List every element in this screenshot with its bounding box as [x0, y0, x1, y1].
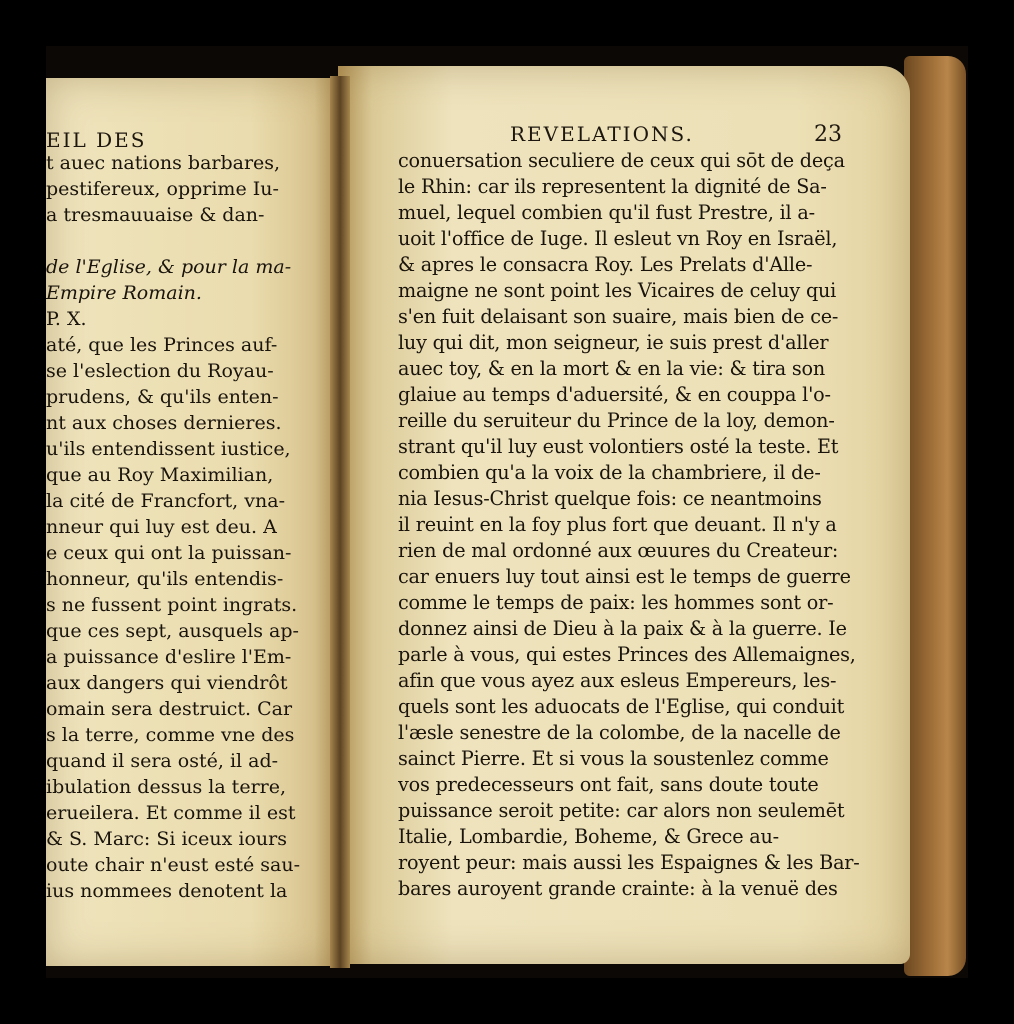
text-line: car enuers luy tout ainsi est le temps de guerre [398, 565, 851, 588]
left-page-text [46, 150, 332, 904]
text-line: quand il sera osté, il ad- [46, 750, 279, 772]
book-cover-edge [904, 56, 966, 976]
text-line: maigne ne sont point les Vicaires de celuy qui [398, 279, 837, 302]
text-line: ibulation dessus la terre, [46, 776, 287, 798]
text-line: afin que vous ayez aux esleus Empereurs, les- [398, 669, 837, 692]
text-line: sainct Pierre. Et si vous la soustenlez comme [398, 747, 829, 770]
text-line: royent peur: mais aussi les Espaignes & les Bar- [398, 851, 860, 874]
text-line [46, 228, 332, 254]
text-line: parle à vous, qui estes Princes des Allemaignes, [398, 643, 856, 666]
book-gutter [330, 76, 350, 968]
text-line: auec toy, & en la mort & en la vie: & tira son [398, 357, 825, 380]
text-line: de l'Eglise, & pour la ma- [46, 256, 292, 278]
text-line: reille du seruiteur du Prince de la loy, demon- [398, 409, 835, 432]
text-line: t auec nations barbares, [46, 152, 281, 174]
text-line: a puissance d'eslire l'Em- [46, 646, 292, 668]
text-line: glaiue au temps d'aduersité, & en couppa l'o- [398, 383, 831, 406]
text-line: quels sont les aduocats de l'Eglise, qui conduit [398, 695, 845, 718]
text-line: bares auroyent grande crainte: à la venuë des [398, 877, 838, 900]
text-line: aux dangers qui viendrôt [46, 672, 288, 694]
book-photo [46, 46, 968, 978]
text-line: nia Iesus-Christ quelque fois: ce neantmoins [398, 487, 822, 510]
text-line: la cité de Francfort, vna- [46, 490, 285, 512]
text-line: muel, lequel combien qu'il fust Prestre, il a- [398, 201, 815, 224]
text-line: oute chair n'eust esté sau- [46, 854, 301, 876]
text-line: & S. Marc: Si iceux iours [46, 828, 287, 850]
text-line: e ceux qui ont la puissan- [46, 542, 292, 564]
text-line: pestifereux, opprime Iu- [46, 178, 279, 200]
right-page-text [398, 148, 896, 902]
text-line: s'en fuit delaisant son suaire, mais bien de ce- [398, 305, 839, 328]
text-line: Empire Romain. [46, 282, 202, 304]
text-line: comme le temps de paix: les hommes sont or- [398, 591, 834, 614]
page-number: 23 [814, 122, 842, 147]
text-line: l'æsle senestre de la colombe, de la nacelle de [398, 721, 841, 744]
text-line: conuersation seculiere de ceux qui sōt de deça [398, 149, 845, 172]
right-running-header: REVELATIONS. [510, 122, 694, 146]
left-running-header: EIL DES [46, 128, 147, 152]
text-line: honneur, qu'ils entendis- [46, 568, 284, 590]
text-line: & apres le consacra Roy. Les Prelats d'Alle- [398, 253, 813, 276]
text-line: a tresmauuaise & dan- [46, 204, 265, 226]
text-line: nneur qui luy est deu. A [46, 516, 277, 538]
text-line: uoit l'office de Iuge. Il esleut vn Roy en Israël, [398, 227, 838, 250]
text-line: que au Roy Maximilian, [46, 464, 274, 486]
text-line: prudens, & qu'ils enten- [46, 386, 279, 408]
text-line: donnez ainsi de Dieu à la paix & à la guerre. Ie [398, 617, 847, 640]
text-line: até, que les Princes auf- [46, 334, 278, 356]
text-line: luy qui dit, mon seigneur, ie suis prest d'aller [398, 331, 829, 354]
text-line: il reuint en la foy plus fort que deuant. Il n'y a [398, 513, 837, 536]
text-line: puissance seroit petite: car alors non seulemēt [398, 799, 845, 822]
text-line: u'ils entendissent iustice, [46, 438, 291, 460]
text-line: s la terre, comme vne des [46, 724, 295, 746]
text-line: omain sera destruict. Car [46, 698, 293, 720]
text-line: combien qu'a la voix de la chambriere, il de- [398, 461, 821, 484]
text-line: vos predecesseurs ont fait, sans doute toute [398, 773, 819, 796]
text-line: ius nommees denotent la [46, 880, 288, 902]
text-line: Italie, Lombardie, Boheme, & Grece au- [398, 825, 779, 848]
text-line: nt aux choses dernieres. [46, 412, 282, 434]
text-line: rien de mal ordonné aux œuures du Createur: [398, 539, 839, 562]
text-line: le Rhin: car ils representent la dignité de Sa- [398, 175, 827, 198]
text-line: que ces sept, ausquels ap- [46, 620, 299, 642]
text-line: strant qu'il luy eust volontiers osté la teste. Et [398, 435, 839, 458]
text-line: P. X. [46, 308, 87, 330]
text-line: s ne fussent point ingrats. [46, 594, 298, 616]
text-line: se l'eslection du Royau- [46, 360, 274, 382]
text-line: erueilera. Et comme il est [46, 802, 296, 824]
